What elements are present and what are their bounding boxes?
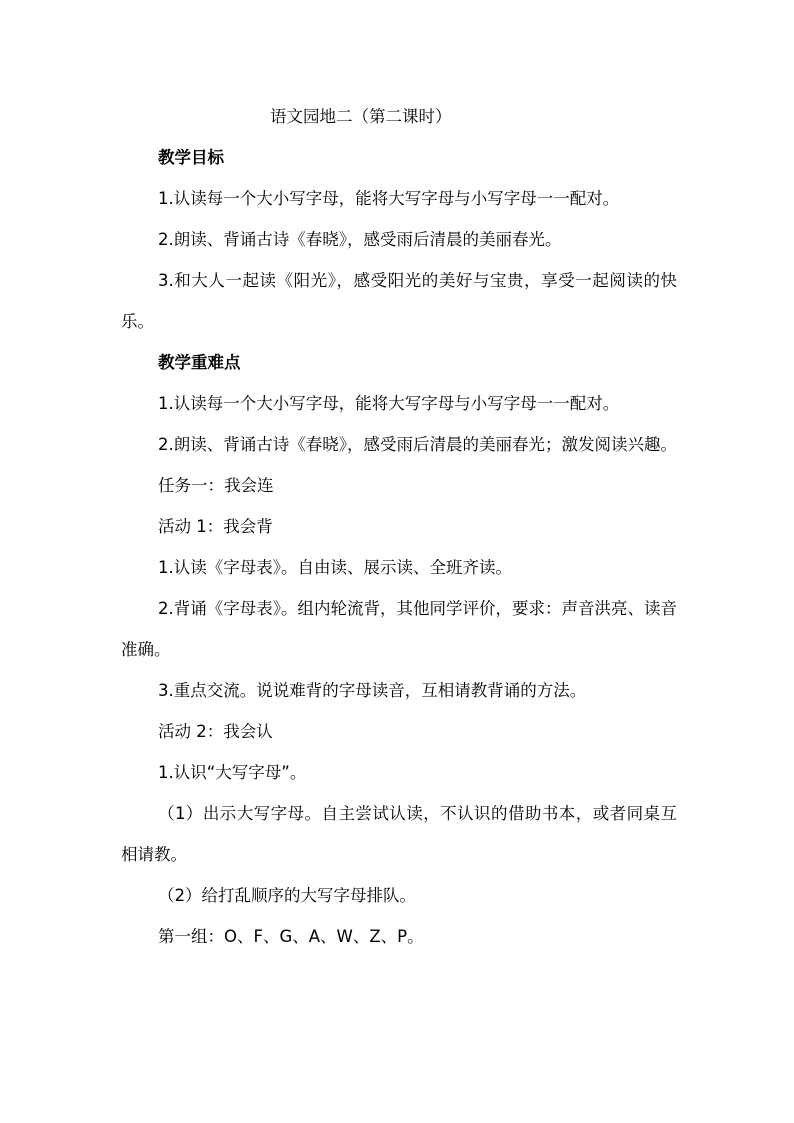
goal-item-3: 3.和大人一起读《阳光》，感受阳光的美好与宝贵，享受一起阅读的快乐。 [121, 271, 677, 331]
activity-1-step-1: 1.认读《字母表》。自由读、展示读、全班齐读。 [158, 558, 512, 577]
activity-heading-1: 活动 1：我会背 [158, 517, 273, 536]
activity-1-step-2: 2.背诵《字母表》。组内轮流背，其他同学评价，要求：声音洪亮、读音准确。 [121, 599, 677, 659]
key-point-item-1: 1.认读每一个大小写字母，能将大写字母与小写字母一一配对。 [158, 394, 620, 413]
section-heading-key-points: 教学重难点 [158, 353, 241, 372]
activity-2-step-1: 1.认识“大写字母”。 [158, 763, 307, 782]
goal-item-2: 2.朗读、背诵古诗《春晓》，感受雨后清晨的美丽春光。 [158, 230, 562, 249]
letter-group-1: 第一组：O、F、G、A、W、Z、P。 [158, 927, 424, 946]
activity-2-substep-1: （1）出示大写字母。自主尝试认读，不认识的借助书本，或者同桌互相请教。 [121, 804, 677, 864]
document-body [121, 96, 677, 957]
activity-1-step-3: 3.重点交流。说说难背的字母读音，互相请教背诵的方法。 [158, 681, 587, 700]
activity-heading-2: 活动 2：我会认 [158, 722, 273, 741]
page-title: 语文园地二（第二课时） [270, 107, 452, 126]
activity-2-substep-2: （2）给打乱顺序的大写字母排队。 [158, 886, 416, 905]
key-point-item-2: 2.朗读、背诵古诗《春晓》，感受雨后清晨的美丽春光；激发阅读兴趣。 [158, 435, 677, 454]
task-heading: 任务一：我会连 [158, 476, 274, 495]
goal-item-1: 1.认读每一个大小写字母，能将大写字母与小写字母一一配对。 [158, 189, 620, 208]
section-heading-teaching-goals: 教学目标 [158, 148, 224, 167]
